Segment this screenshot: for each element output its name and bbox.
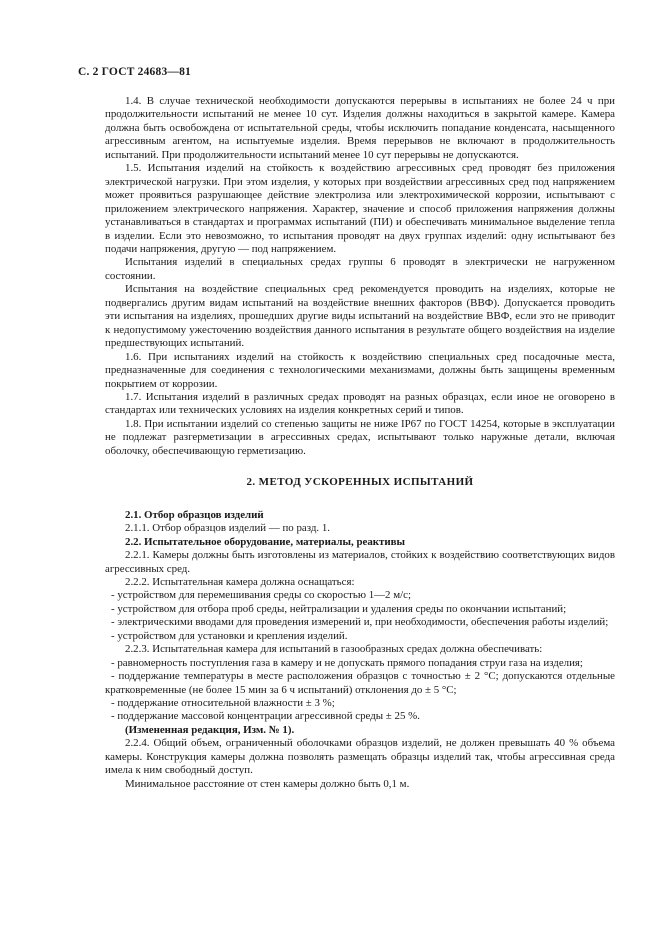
paragraph-1-5-special: Испытания на воздействие специальных сред рекомендуется проводить на изделиях, которые не подвергались другим видам испытаний на воздействие внешних факторов (ВВФ). Допускается проводить эти испытания на изделиях, прошедших другие виды испытаний на воздействие ВВФ, если это не приводит к недопустимому ужесточению воздействия данного испытания в результате общего воздействия на изделие предшествующих испытаний. bbox=[105, 283, 615, 350]
list-item: - устройством для установки и крепления изделий. bbox=[111, 629, 348, 642]
paragraph-2-1-1: 2.1.1. Отбор образцов изделий — по разд. 1. bbox=[125, 522, 330, 535]
paragraph-2-2-4: 2.2.4. Общий объем, ограниченный оболочками образцов изделий, не должен превышать 40 % объема камеры. Конструкция камеры должна позволять размещать образцы изделий так, чтобы агрессивная среда имела к ним свободный доступ. bbox=[105, 737, 615, 777]
document-body bbox=[105, 95, 615, 791]
list-item: - равномерность поступления газа в камеру и не допускать прямого попадания струи газа на изделия; bbox=[111, 656, 583, 669]
paragraph-2-2-3: 2.2.3. Испытательная камера для испытаний в газообразных средах должна обеспечивать: bbox=[125, 643, 543, 656]
section-2-title: 2. МЕТОД УСКОРЕННЫХ ИСПЫТАНИЙ bbox=[246, 476, 474, 489]
paragraph-2-2-4-distance: Минимальное расстояние от стен камеры должно быть 0,1 м. bbox=[125, 777, 410, 790]
paragraph-1-4: 1.4. В случае технической необходимости допускаются перерывы в испытаниях не более 24 ч при продолжительности испытаний не менее 10 сут. Изделия должны находиться в закрытой камере. Камера должна быть освобождена от испытательной среды, чтобы исключить попадание конденсата, насыщенного агрессивным агентом, на испытуемые изделия. Время перерывов не включают в продолжительность испытаний. При продолжительности испытаний менее 10 сут перерывы не допускаются. bbox=[105, 95, 615, 161]
list-item: - устройством для перемешивания среды со скоростью 1—2 м/с; bbox=[111, 589, 411, 602]
subsection-2-2: 2.2. Испытательное оборудование, материалы, реактивы bbox=[125, 535, 406, 548]
paragraph-1-7: 1.7. Испытания изделий в различных средах проводят на разных образцах, если иное не оговорено в стандартах или технических условиях на изделия конкретных серий и типов. bbox=[105, 390, 615, 417]
subsection-2-1: 2.1. Отбор образцов изделий bbox=[125, 508, 264, 521]
amendment-note: (Измененная редакция, Изм. № 1). bbox=[125, 723, 295, 736]
list-item: - устройством для отбора проб среды, нейтрализации и удаления среды по окончании испытаний; bbox=[111, 602, 567, 615]
list-item: - электрическими вводами для проведения измерений и, при необходимости, обеспечения работы изделий; bbox=[111, 616, 609, 629]
page-header: С. 2 ГОСТ 24683—81 bbox=[78, 66, 191, 78]
list-item: - поддержание температуры в месте расположения образцов с точностью ± 2 °С; допускаются отдельные кратковременные (не более 15 мин за 6 ч испытаний) отклонения до ± 5 °С; bbox=[105, 670, 615, 696]
paragraph-2-2-2: 2.2.2. Испытательная камера должна оснащаться: bbox=[125, 575, 355, 588]
paragraph-1-5-group6: Испытания изделий в специальных средах группы 6 проводят в электрически не нагруженном состоянии. bbox=[105, 256, 615, 282]
list-item: - поддержание относительной влажности ± 3 %; bbox=[111, 697, 335, 710]
paragraph-2-2-1: 2.2.1. Камеры должны быть изготовлены из материалов, стойких к воздействию соответствующих видов агрессивных сред. bbox=[105, 549, 615, 575]
list-item: - поддержание массовой концентрации агрессивной среды ± 25 %. bbox=[111, 710, 420, 723]
paragraph-1-8: 1.8. При испытании изделий со степенью защиты не ниже IP67 по ГОСТ 14254, которые в эксплуатации не подлежат разгерметизации в агрессивных средах, испытывают только наружные детали, включая оболочку, обеспечивающую герметизацию. bbox=[105, 417, 615, 457]
paragraph-1-5: 1.5. Испытания изделий на стойкость к воздействию агрессивных сред проводят без приложения электрической нагрузки. При этом изделия, у которых при воздействии агрессивных сред под напряжением может проявиться разрушающее действие электролиза или электрохимической коррозии, испытывают с приложением электрического напряжения. Характер, значение и способ приложения напряжения должны устанавливаться в стандартах и программах испытаний (ПИ) и обеспечивать минимальное выделение тепла в изделии. Если это невозможно, то испытания проводят на двух группах изделий: одну испытывают без подачи напряжения, другую — под напряжением. bbox=[105, 162, 615, 255]
paragraph-1-6: 1.6. При испытаниях изделий на стойкость к воздействию специальных сред посадочные места, предназначенные для соединения с технологическими механизмами, должны быть защищены временным покрытием от коррозии. bbox=[105, 350, 615, 390]
